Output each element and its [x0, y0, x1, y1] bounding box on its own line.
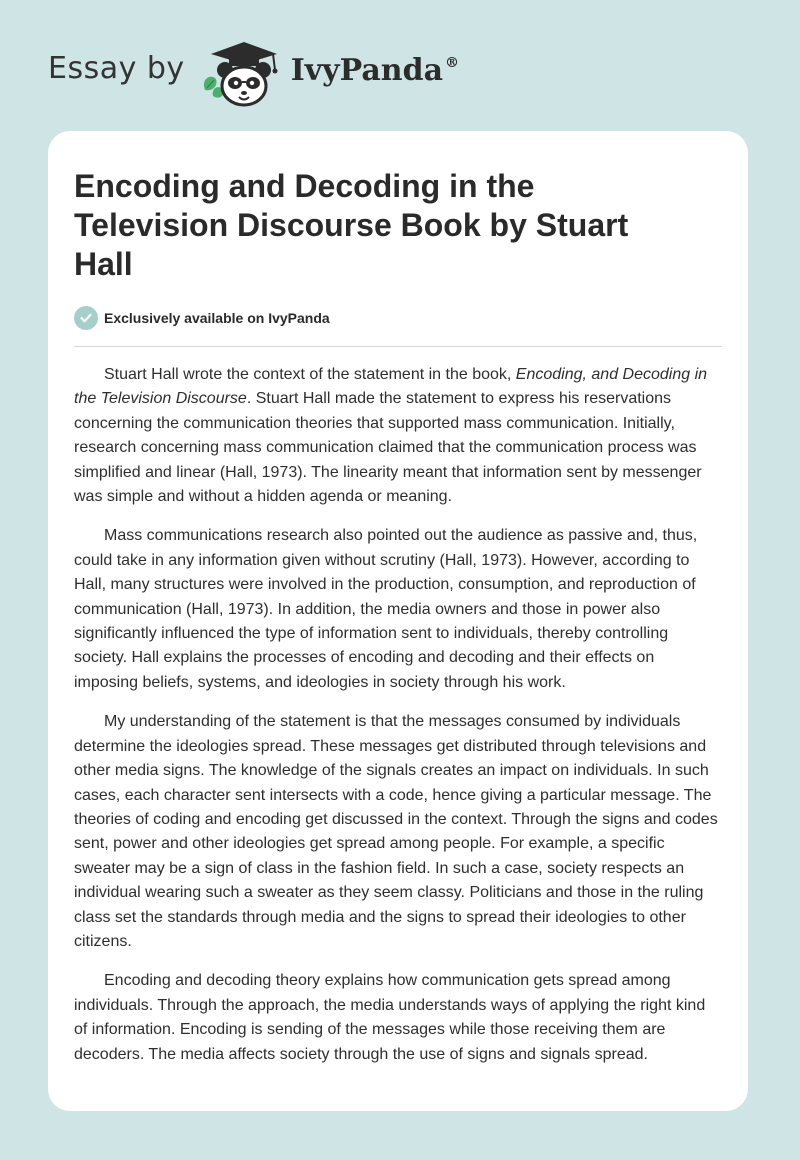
brand-wordmark — [291, 53, 459, 88]
paragraph: Encoding and decoding theory explains how communication gets spread among individuals. Through the approach, the media understands ways of applying the right kind of information. Encoding is sending of the messages while those receiving them are decoders. The media affects society through the use of signs and signals spread. — [74, 972, 706, 1063]
essay-card — [48, 131, 748, 1111]
paragraph: Mass communications research also pointed out the audience as passive and, thus, could take in any information given without scrutiny (Hall, 1973). However, according to Hall, many structures were involved in the production, consumption, and reproduction of communication (Hall, 1973). In addition, the media owners and those in power also significantly influenced the type of information sent to individuals, thereby controlling society. Hall explains the processes of encoding and decoding and their effects on imposing beliefs, systems, and ideologies in society through his work. — [74, 527, 698, 691]
book-title: Encoding, and Decoding in the Television Discourse — [74, 366, 708, 408]
essay-by-label: Essay by — [48, 50, 185, 86]
site-header — [48, 36, 459, 108]
panda-logo-icon — [199, 36, 289, 108]
registered-mark: ® — [445, 54, 460, 71]
exclusive-label: Exclusively available on IvyPanda — [104, 310, 330, 326]
exclusive-badge — [74, 306, 722, 330]
paragraph: Stuart Hall wrote the context of the statement in the book, Encoding, and Decoding in the Television Discourse. Stuart Hall made the statement to express his reservations concerning the communication theories that supported mass communication. Initially, research concerning mass communication claimed that the communication process was simplified and linear (Hall, 1973). The linearity meant that information sent by messenger was simple and without a hidden agenda or meaning. — [74, 366, 708, 506]
brand-name: IvyPanda — [290, 52, 444, 88]
checkmark-icon — [74, 306, 98, 330]
essay-body — [74, 363, 722, 1067]
divider — [74, 346, 722, 347]
essay-title: Encoding and Decoding in the Television Discourse Book by Stuart Hall — [74, 168, 629, 282]
paragraph: My understanding of the statement is that the messages consumed by individuals determine the ideologies spread. These messages get distributed through televisions and other media signs. The knowledge of the signals creates an impact on individuals. In such cases, each character sent intersects with a code, hence giving a particular message. The theories of coding and encoding get discussed in the context. Through the signs and codes sent, power and other ideologies get spread among people. For example, a specific sweater may be a sign of class in the fashion field. In such a case, society respects an individual wearing such a sweater as they seem classy. Politicians and those in the ruling class set the standards through media and the signs to spread their ideologies to other citizens. — [74, 713, 718, 950]
